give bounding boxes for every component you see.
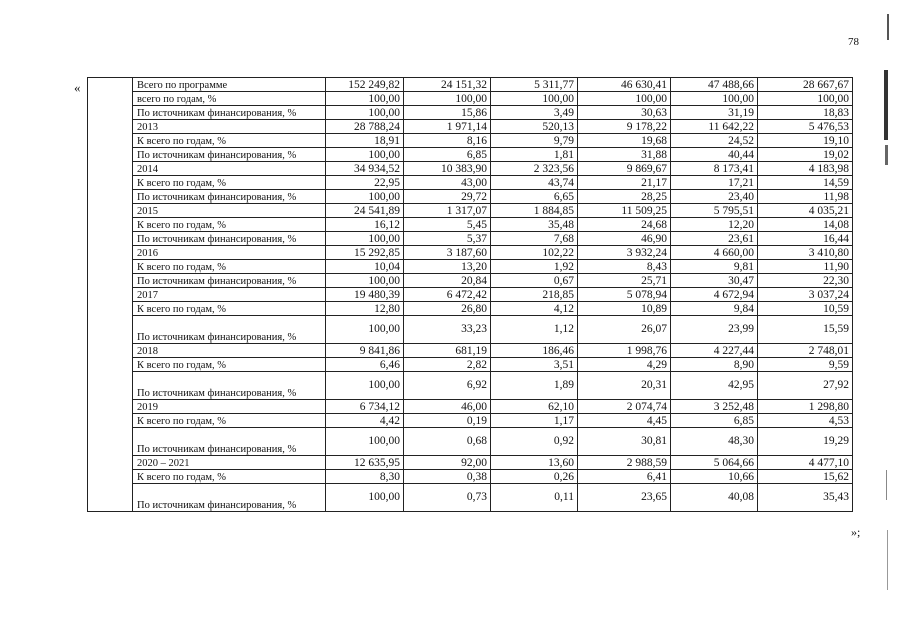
row-index-cell: [88, 302, 133, 316]
value-cell: 23,40: [671, 190, 758, 204]
value-cell: 3 037,24: [758, 288, 853, 302]
row-index-cell: [88, 78, 133, 92]
value-cell: 8,30: [326, 470, 404, 484]
value-cell: 1 298,80: [758, 400, 853, 414]
value-cell: 1,17: [491, 414, 578, 428]
scan-edge-mark: [886, 470, 887, 500]
value-cell: 28,25: [578, 190, 671, 204]
row-label: 2016: [133, 246, 326, 260]
row-label: К всего по годам, %: [133, 414, 326, 428]
value-cell: 9 841,86: [326, 344, 404, 358]
value-cell: 520,13: [491, 120, 578, 134]
value-cell: 35,48: [491, 218, 578, 232]
row-index-cell: [88, 106, 133, 120]
table-row: [88, 190, 853, 204]
row-label: По источникам финансирования, %: [133, 190, 326, 204]
row-label: 2013: [133, 120, 326, 134]
value-cell: 6,41: [578, 470, 671, 484]
row-index-cell: [88, 344, 133, 358]
table-row: [88, 92, 853, 106]
value-cell: 15,59: [758, 316, 853, 344]
row-index-cell: [88, 288, 133, 302]
value-cell: 27,92: [758, 372, 853, 400]
value-cell: 102,22: [491, 246, 578, 260]
value-cell: 2 323,56: [491, 162, 578, 176]
value-cell: 10 383,90: [404, 162, 491, 176]
value-cell: 100,00: [326, 428, 404, 456]
scan-edge-mark: [884, 70, 888, 140]
table-row: [88, 246, 853, 260]
value-cell: 1,89: [491, 372, 578, 400]
value-cell: 28 788,24: [326, 120, 404, 134]
row-index-cell: [88, 148, 133, 162]
table-row: [88, 162, 853, 176]
row-index-cell: [88, 456, 133, 470]
value-cell: 4,29: [578, 358, 671, 372]
value-cell: 11 642,22: [671, 120, 758, 134]
table-row: [88, 274, 853, 288]
row-label: К всего по годам, %: [133, 302, 326, 316]
value-cell: 1,81: [491, 148, 578, 162]
value-cell: 218,85: [491, 288, 578, 302]
value-cell: 16,44: [758, 232, 853, 246]
value-cell: 30,63: [578, 106, 671, 120]
value-cell: 4 660,00: [671, 246, 758, 260]
value-cell: 12,80: [326, 302, 404, 316]
row-index-cell: [88, 218, 133, 232]
value-cell: 1,92: [491, 260, 578, 274]
row-index-cell: [88, 274, 133, 288]
row-label: К всего по годам, %: [133, 470, 326, 484]
row-index-cell: [88, 316, 133, 344]
value-cell: 2 988,59: [578, 456, 671, 470]
row-label: По источникам финансирования, %: [133, 484, 326, 512]
table-row: [88, 120, 853, 134]
value-cell: 26,07: [578, 316, 671, 344]
value-cell: 10,89: [578, 302, 671, 316]
table-row: [88, 106, 853, 120]
value-cell: 46,00: [404, 400, 491, 414]
row-label: По источникам финансирования, %: [133, 372, 326, 400]
value-cell: 186,46: [491, 344, 578, 358]
value-cell: 10,04: [326, 260, 404, 274]
value-cell: 5 064,66: [671, 456, 758, 470]
value-cell: 15,86: [404, 106, 491, 120]
value-cell: 43,74: [491, 176, 578, 190]
value-cell: 9 869,67: [578, 162, 671, 176]
row-index-cell: [88, 484, 133, 512]
value-cell: 9,79: [491, 134, 578, 148]
value-cell: 6,92: [404, 372, 491, 400]
value-cell: 1 884,85: [491, 204, 578, 218]
value-cell: 8,16: [404, 134, 491, 148]
table-row: [88, 456, 853, 470]
value-cell: 0,68: [404, 428, 491, 456]
value-cell: 0,38: [404, 470, 491, 484]
row-index-cell: [88, 246, 133, 260]
row-label: По источникам финансирования, %: [133, 106, 326, 120]
table-row: [88, 176, 853, 190]
row-index-cell: [88, 260, 133, 274]
value-cell: 14,08: [758, 218, 853, 232]
value-cell: 17,21: [671, 176, 758, 190]
table-row: [88, 428, 853, 456]
value-cell: 6,85: [671, 414, 758, 428]
value-cell: 24,68: [578, 218, 671, 232]
value-cell: 43,00: [404, 176, 491, 190]
row-index-cell: [88, 190, 133, 204]
value-cell: 0,19: [404, 414, 491, 428]
value-cell: 20,31: [578, 372, 671, 400]
row-index-cell: [88, 120, 133, 134]
value-cell: 100,00: [326, 316, 404, 344]
row-index-cell: [88, 134, 133, 148]
value-cell: 8,43: [578, 260, 671, 274]
value-cell: 100,00: [578, 92, 671, 106]
scan-edge-mark: [887, 14, 889, 40]
value-cell: 20,84: [404, 274, 491, 288]
value-cell: 22,30: [758, 274, 853, 288]
value-cell: 5 311,77: [491, 78, 578, 92]
value-cell: 35,43: [758, 484, 853, 512]
value-cell: 42,95: [671, 372, 758, 400]
value-cell: 8,90: [671, 358, 758, 372]
row-label: По источникам финансирования, %: [133, 316, 326, 344]
value-cell: 0,73: [404, 484, 491, 512]
value-cell: 3 252,48: [671, 400, 758, 414]
value-cell: 3 410,80: [758, 246, 853, 260]
value-cell: 2 074,74: [578, 400, 671, 414]
table-row: [88, 414, 853, 428]
value-cell: 28 667,67: [758, 78, 853, 92]
value-cell: 1,12: [491, 316, 578, 344]
value-cell: 7,68: [491, 232, 578, 246]
value-cell: 19 480,39: [326, 288, 404, 302]
value-cell: 1 998,76: [578, 344, 671, 358]
table-row: [88, 148, 853, 162]
value-cell: 11 509,25: [578, 204, 671, 218]
row-index-cell: [88, 414, 133, 428]
value-cell: 25,71: [578, 274, 671, 288]
value-cell: 100,00: [326, 232, 404, 246]
closing-quote-mark: »;: [851, 525, 861, 539]
value-cell: 15 292,85: [326, 246, 404, 260]
value-cell: 19,10: [758, 134, 853, 148]
value-cell: 9,84: [671, 302, 758, 316]
value-cell: 4,12: [491, 302, 578, 316]
row-label: По источникам финансирования, %: [133, 148, 326, 162]
value-cell: 100,00: [326, 190, 404, 204]
value-cell: 40,08: [671, 484, 758, 512]
value-cell: 18,83: [758, 106, 853, 120]
value-cell: 19,02: [758, 148, 853, 162]
value-cell: 11,90: [758, 260, 853, 274]
value-cell: 4,53: [758, 414, 853, 428]
row-index-cell: [88, 358, 133, 372]
value-cell: 100,00: [326, 92, 404, 106]
value-cell: 2 748,01: [758, 344, 853, 358]
value-cell: 10,66: [671, 470, 758, 484]
row-label: Всего по программе: [133, 78, 326, 92]
row-label: К всего по годам, %: [133, 218, 326, 232]
value-cell: 681,19: [404, 344, 491, 358]
row-index-cell: [88, 428, 133, 456]
value-cell: 1 971,14: [404, 120, 491, 134]
value-cell: 29,72: [404, 190, 491, 204]
row-index-cell: [88, 470, 133, 484]
opening-quote-mark: «: [74, 80, 81, 95]
value-cell: 15,62: [758, 470, 853, 484]
row-index-cell: [88, 400, 133, 414]
value-cell: 23,65: [578, 484, 671, 512]
value-cell: 6 472,42: [404, 288, 491, 302]
value-cell: 4 672,94: [671, 288, 758, 302]
row-label: По источникам финансирования, %: [133, 232, 326, 246]
value-cell: 30,81: [578, 428, 671, 456]
value-cell: 100,00: [326, 484, 404, 512]
value-cell: 9,59: [758, 358, 853, 372]
row-index-cell: [88, 162, 133, 176]
row-label: По источникам финансирования, %: [133, 428, 326, 456]
row-label: К всего по годам, %: [133, 134, 326, 148]
row-label: 2018: [133, 344, 326, 358]
value-cell: 0,26: [491, 470, 578, 484]
row-label: 2020 – 2021: [133, 456, 326, 470]
value-cell: 0,67: [491, 274, 578, 288]
value-cell: 31,88: [578, 148, 671, 162]
value-cell: 26,80: [404, 302, 491, 316]
value-cell: 13,20: [404, 260, 491, 274]
value-cell: 4 227,44: [671, 344, 758, 358]
value-cell: 0,92: [491, 428, 578, 456]
value-cell: 1 317,07: [404, 204, 491, 218]
table-row: [88, 218, 853, 232]
value-cell: 4,45: [578, 414, 671, 428]
value-cell: 5 795,51: [671, 204, 758, 218]
value-cell: 48,30: [671, 428, 758, 456]
table-row: [88, 344, 853, 358]
value-cell: 0,11: [491, 484, 578, 512]
value-cell: 12 635,95: [326, 456, 404, 470]
value-cell: 14,59: [758, 176, 853, 190]
value-cell: 3,51: [491, 358, 578, 372]
table-row: [88, 470, 853, 484]
row-index-cell: [88, 92, 133, 106]
value-cell: 152 249,82: [326, 78, 404, 92]
value-cell: 30,47: [671, 274, 758, 288]
value-cell: 22,95: [326, 176, 404, 190]
table-row: [88, 302, 853, 316]
value-cell: 19,29: [758, 428, 853, 456]
value-cell: 11,98: [758, 190, 853, 204]
table-row: [88, 204, 853, 218]
row-label: По источникам финансирования, %: [133, 274, 326, 288]
row-label: 2019: [133, 400, 326, 414]
value-cell: 100,00: [404, 92, 491, 106]
value-cell: 100,00: [326, 372, 404, 400]
value-cell: 24,52: [671, 134, 758, 148]
value-cell: 9,81: [671, 260, 758, 274]
row-index-cell: [88, 372, 133, 400]
value-cell: 8 173,41: [671, 162, 758, 176]
value-cell: 5 476,53: [758, 120, 853, 134]
row-label: К всего по годам, %: [133, 260, 326, 274]
table-row: [88, 232, 853, 246]
value-cell: 46,90: [578, 232, 671, 246]
value-cell: 4 035,21: [758, 204, 853, 218]
row-label: К всего по годам, %: [133, 358, 326, 372]
value-cell: 92,00: [404, 456, 491, 470]
value-cell: 19,68: [578, 134, 671, 148]
value-cell: 40,44: [671, 148, 758, 162]
row-label: 2014: [133, 162, 326, 176]
value-cell: 3,49: [491, 106, 578, 120]
value-cell: 4 477,10: [758, 456, 853, 470]
scan-edge-mark: [885, 145, 888, 165]
row-index-cell: [88, 232, 133, 246]
value-cell: 6,65: [491, 190, 578, 204]
value-cell: 5,45: [404, 218, 491, 232]
value-cell: 47 488,66: [671, 78, 758, 92]
value-cell: 34 934,52: [326, 162, 404, 176]
value-cell: 100,00: [326, 274, 404, 288]
value-cell: 16,12: [326, 218, 404, 232]
value-cell: 2,82: [404, 358, 491, 372]
value-cell: 23,61: [671, 232, 758, 246]
financing-table-body: [88, 78, 853, 512]
value-cell: 24 541,89: [326, 204, 404, 218]
value-cell: 10,59: [758, 302, 853, 316]
value-cell: 100,00: [671, 92, 758, 106]
value-cell: 5,37: [404, 232, 491, 246]
row-label: 2015: [133, 204, 326, 218]
row-label: К всего по годам, %: [133, 176, 326, 190]
value-cell: 46 630,41: [578, 78, 671, 92]
value-cell: 21,17: [578, 176, 671, 190]
row-index-cell: [88, 204, 133, 218]
table-row: [88, 134, 853, 148]
value-cell: 100,00: [326, 148, 404, 162]
value-cell: 6 734,12: [326, 400, 404, 414]
value-cell: 100,00: [758, 92, 853, 106]
value-cell: 3 187,60: [404, 246, 491, 260]
value-cell: 6,46: [326, 358, 404, 372]
value-cell: 13,60: [491, 456, 578, 470]
value-cell: 33,23: [404, 316, 491, 344]
value-cell: 24 151,32: [404, 78, 491, 92]
value-cell: 100,00: [491, 92, 578, 106]
table-row: [88, 484, 853, 512]
row-index-cell: [88, 176, 133, 190]
value-cell: 23,99: [671, 316, 758, 344]
value-cell: 4,42: [326, 414, 404, 428]
value-cell: 100,00: [326, 106, 404, 120]
table-row: [88, 400, 853, 414]
page-number: 78: [848, 36, 859, 48]
value-cell: 9 178,22: [578, 120, 671, 134]
scan-edge-mark: [887, 530, 888, 590]
table-row: [88, 316, 853, 344]
value-cell: 12,20: [671, 218, 758, 232]
row-label: 2017: [133, 288, 326, 302]
value-cell: 4 183,98: [758, 162, 853, 176]
value-cell: 6,85: [404, 148, 491, 162]
table-row: [88, 358, 853, 372]
table-row: [88, 78, 853, 92]
row-label: всего по годам, %: [133, 92, 326, 106]
table-row: [88, 288, 853, 302]
table-row: [88, 372, 853, 400]
value-cell: 18,91: [326, 134, 404, 148]
value-cell: 5 078,94: [578, 288, 671, 302]
value-cell: 31,19: [671, 106, 758, 120]
value-cell: 3 932,24: [578, 246, 671, 260]
value-cell: 62,10: [491, 400, 578, 414]
table-row: [88, 260, 853, 274]
financing-table: [87, 77, 853, 512]
